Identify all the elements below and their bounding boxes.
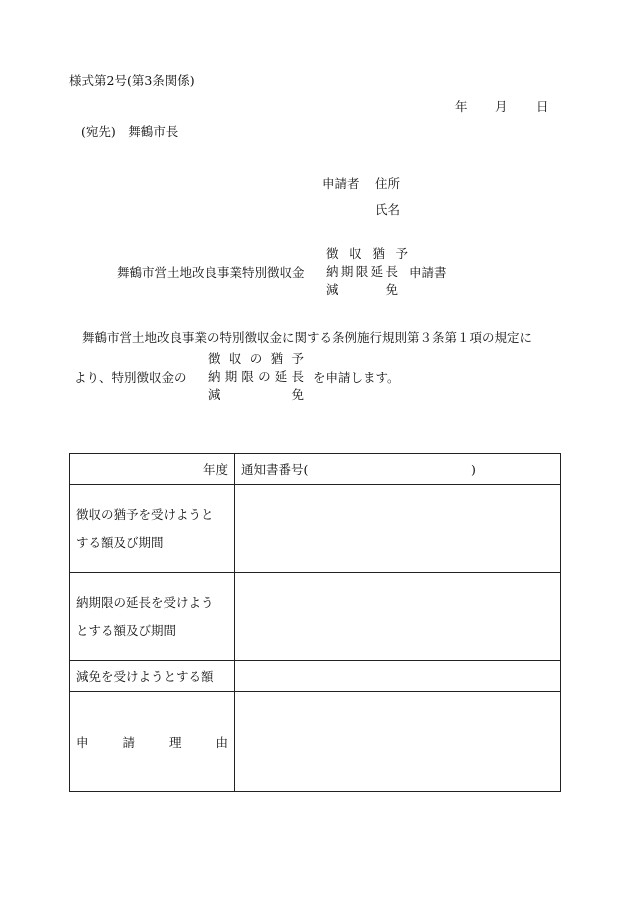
title-char: 納 <box>326 264 339 279</box>
fiscal-year-cell[interactable] <box>70 454 235 485</box>
application-table <box>69 453 561 792</box>
title-char: 長 <box>385 264 398 279</box>
reason-label <box>70 733 234 751</box>
reason-label-cell <box>70 692 235 792</box>
date-year-label: 年 <box>455 99 468 114</box>
exemption-label: 減免を受けようとする額 <box>76 669 214 684</box>
body-char: 収 <box>228 351 242 366</box>
deferral-label-cell <box>70 485 235 573</box>
fiscal-year-label: 年度 <box>202 462 228 477</box>
table-row-reason <box>70 692 561 792</box>
notice-number-cell[interactable] <box>235 454 561 485</box>
extension-input-cell[interactable] <box>235 573 561 661</box>
body-char: 予 <box>291 351 304 366</box>
title-char: 徴 <box>326 246 339 261</box>
notice-number-close: ) <box>471 462 476 477</box>
body-char: 徴 <box>208 351 221 366</box>
notice-number-label: 通知書番号( <box>241 462 309 477</box>
applicant-address-label: 住所 <box>375 176 401 191</box>
body-options <box>208 349 304 403</box>
body-option-exemption <box>208 385 304 403</box>
body-char: の <box>258 369 271 384</box>
title-suffix: 申請書 <box>409 265 447 280</box>
date-month-label: 月 <box>495 99 508 114</box>
date-day-label: 日 <box>536 99 549 114</box>
body-char: 減 <box>208 387 221 402</box>
applicant-label: 申請者 <box>322 176 360 191</box>
deferral-input-cell[interactable] <box>235 485 561 573</box>
title-char: 期 <box>340 264 354 279</box>
body-char: 納 <box>208 369 221 384</box>
deferral-label-line2: する額及び期間 <box>76 534 164 550</box>
body-char: 猶 <box>270 351 284 366</box>
body-char: 期 <box>224 369 238 384</box>
body-char: 延 <box>274 369 288 384</box>
title-option-extension <box>326 262 398 280</box>
reason-char: 理 <box>168 734 182 750</box>
title-char: 減 <box>326 282 339 297</box>
reason-input-cell[interactable] <box>235 692 561 792</box>
title-char: 延 <box>370 264 384 279</box>
exemption-input-cell[interactable] <box>235 661 561 692</box>
body-char: の <box>249 351 263 366</box>
form-number: 様式第2号(第3条関係) <box>69 73 195 88</box>
title-char: 免 <box>385 282 398 297</box>
body-line2-prefix: より、特別徴収金の <box>74 370 187 385</box>
body-option-deferral <box>208 349 304 367</box>
exemption-label-cell <box>70 661 235 692</box>
title-char: 限 <box>355 264 369 279</box>
table-row-deferral <box>70 485 561 573</box>
title-option-deferral <box>326 244 408 262</box>
table-row-exemption <box>70 661 561 692</box>
title-options <box>326 244 408 298</box>
deferral-label-line1: 徴収の猶予を受けようと <box>76 506 214 522</box>
body-line1: 舞鶴市営土地改良事業の特別徴収金に関する条例施行規則第３条第１項の規定に <box>82 330 533 345</box>
body-char: 免 <box>291 387 304 402</box>
title-char: 猶 <box>372 246 385 261</box>
reason-char: 請 <box>122 734 135 750</box>
body-option-extension <box>208 367 304 385</box>
extension-label-cell <box>70 573 235 661</box>
reason-char: 申 <box>76 734 89 750</box>
applicant-name-label: 氏名 <box>375 202 401 217</box>
table-row-extension <box>70 573 561 661</box>
reason-char: 由 <box>215 734 228 750</box>
title-char: 予 <box>395 246 408 261</box>
table-row-notice <box>70 454 561 485</box>
title-option-exemption <box>326 280 398 298</box>
body-char: 長 <box>291 369 304 384</box>
extension-label-line1: 納期限の延長を受けよう <box>76 594 214 610</box>
body-char: 限 <box>241 369 254 384</box>
addressee: (宛先) 舞鶴市長 <box>81 124 179 139</box>
title-prefix: 舞鶴市営土地改良事業特別徴収金 <box>117 265 305 280</box>
body-line2-suffix: を申請します。 <box>313 370 400 385</box>
extension-label-line2: とする額及び期間 <box>76 622 177 638</box>
title-char: 収 <box>349 246 362 261</box>
